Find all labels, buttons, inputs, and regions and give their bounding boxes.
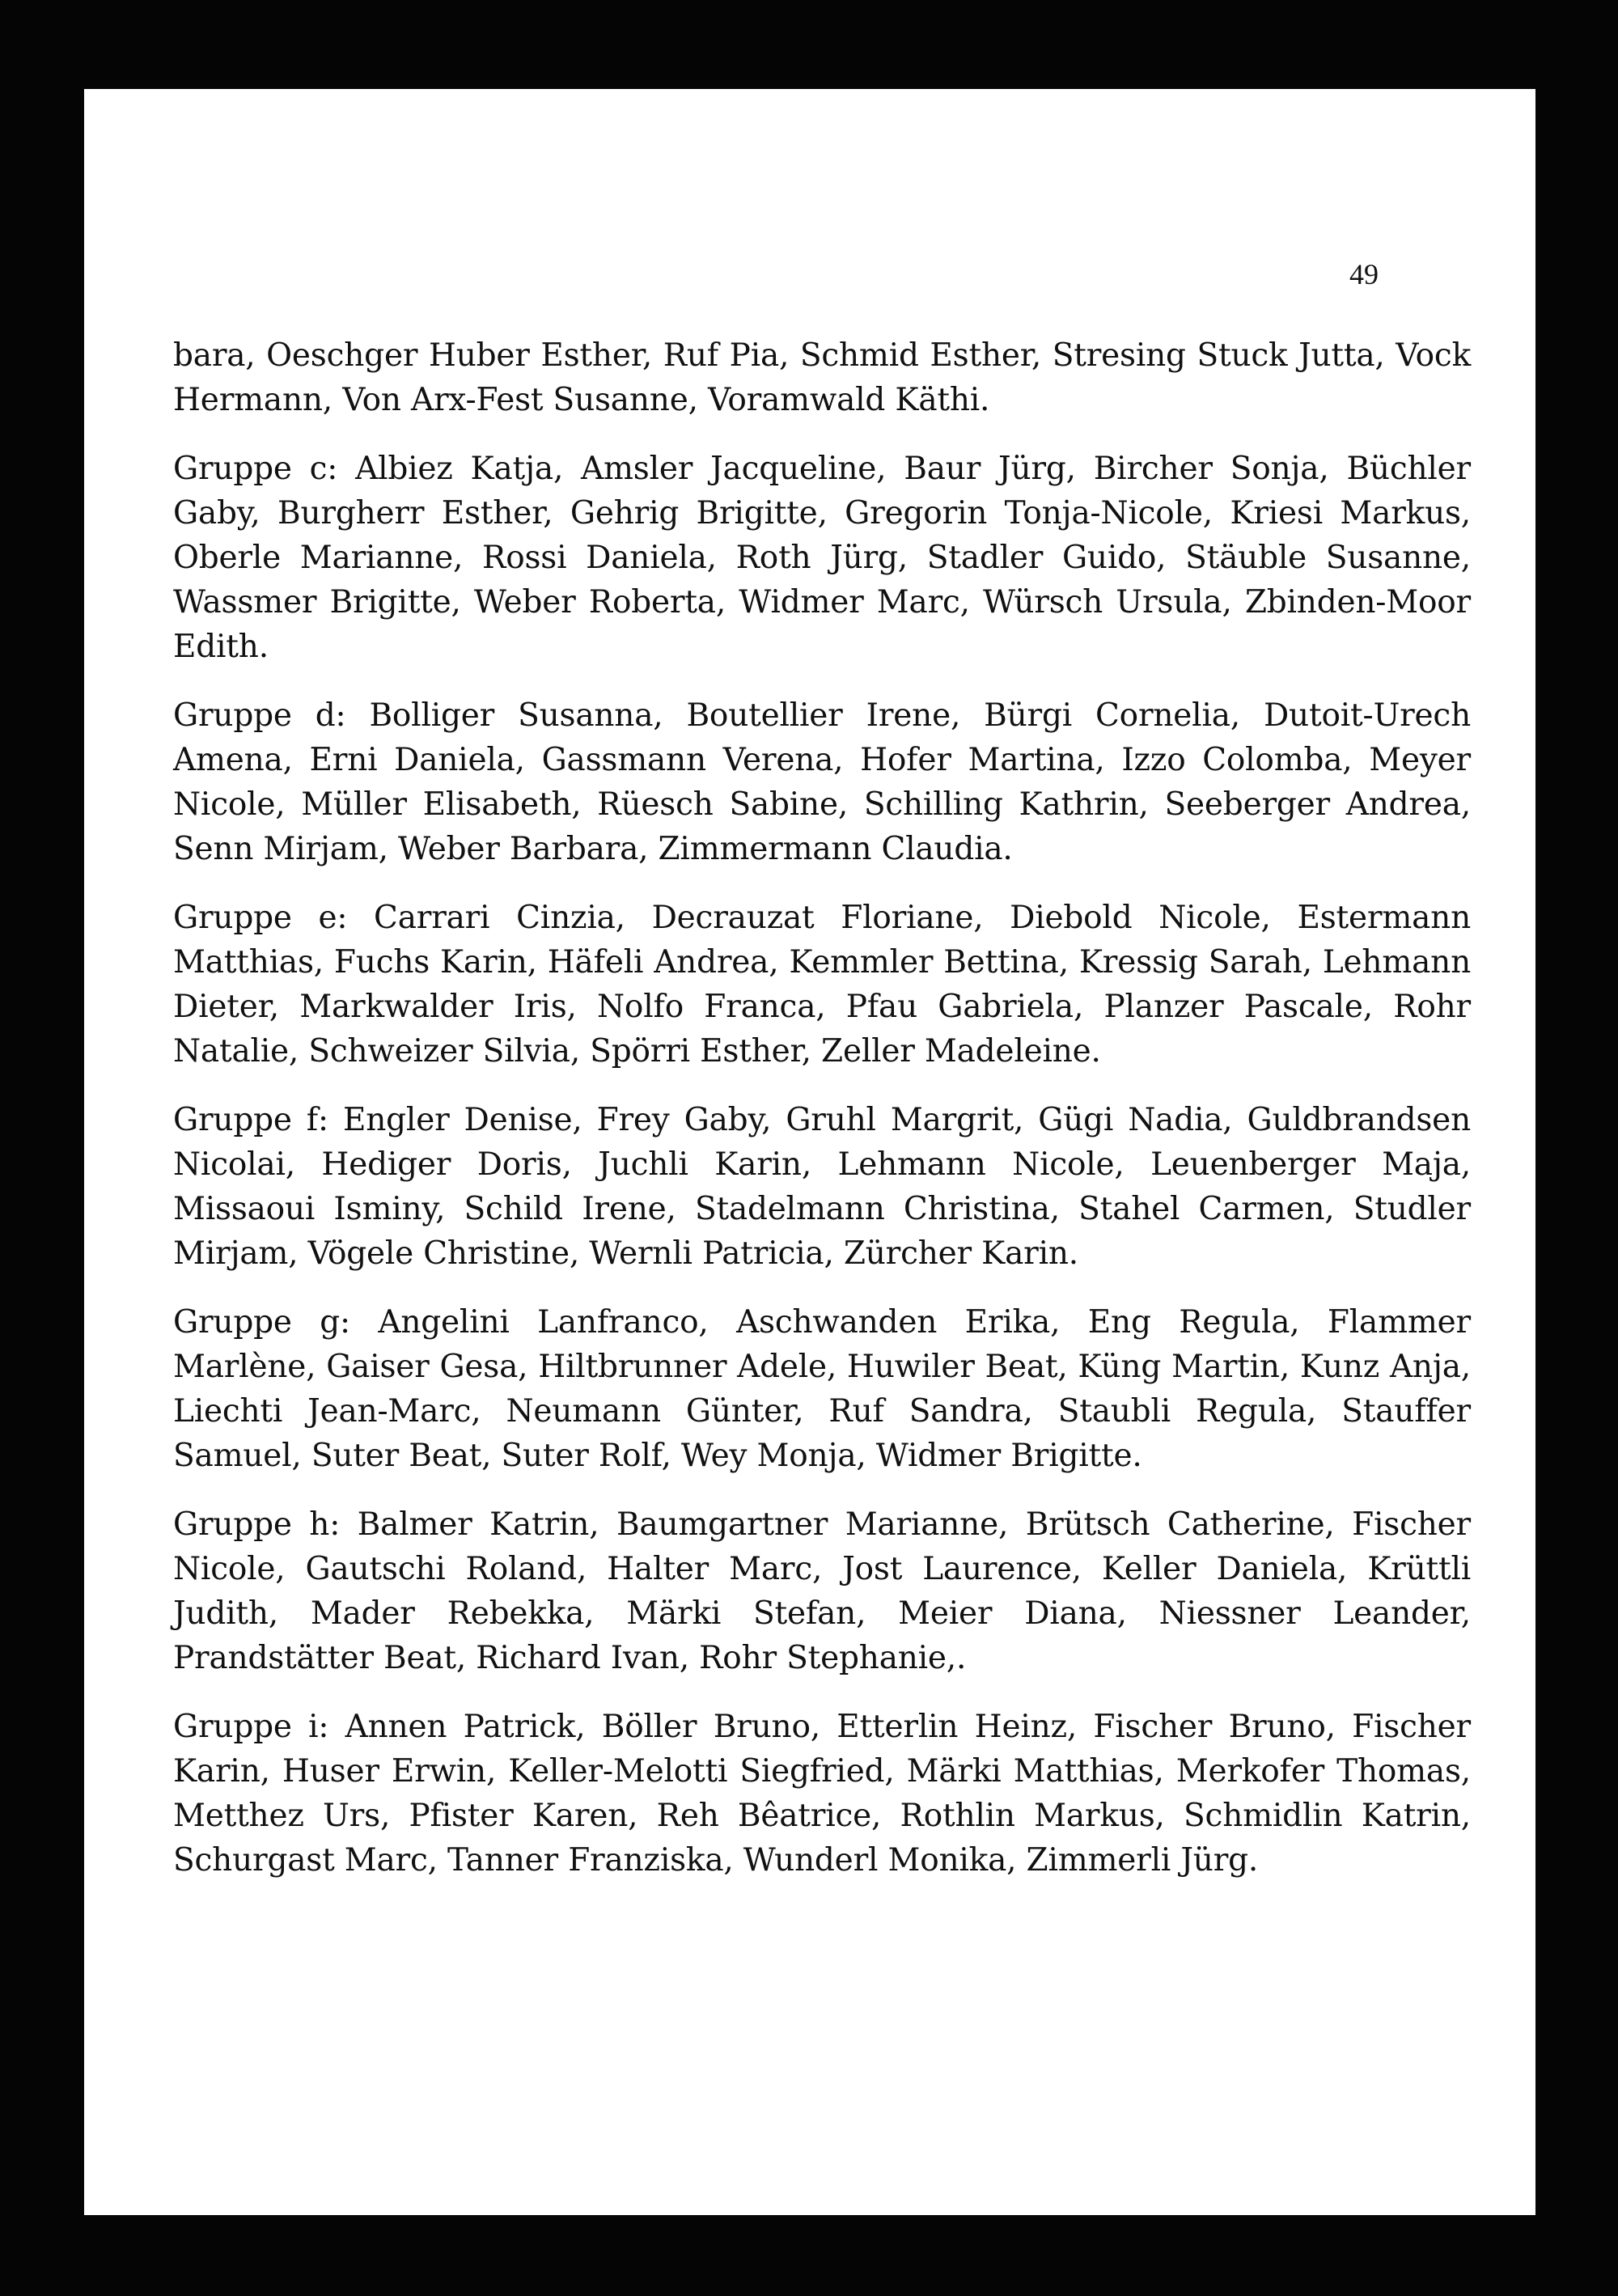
participant-list <box>173 333 1471 1907</box>
paragraph-gruppe-g: Gruppe g: Angelini Lanfranco, Aschwanden Erika, Eng Regula, Flammer Marlène, Gaiser Gesa, Hiltbrunner Adele, Huwiler Beat, Küng Martin, Kunz Anja, Liechti Jean-Marc, Neumann Günter, Ruf Sandra, Staubli Regula, Stauffer Samuel, Suter Beat, Suter Rolf, Wey Monja, Widmer Brigitte. <box>173 1304 1471 1474</box>
paragraph-gruppe-h: Gruppe h: Balmer Katrin, Baumgartner Marianne, Brütsch Catherine, Fischer Nicole, Gautschi Roland, Halter Marc, Jost Laurence, Keller Daniela, Krüttli Judith, Mader Rebekka, Märki Stefan, Meier Diana, Niessner Leander, Prandstätter Beat, Richard Ivan, Rohr Stephanie,. <box>173 1506 1471 1676</box>
paragraph-gruppe-i: Gruppe i: Annen Patrick, Böller Bruno, Etterlin Heinz, Fischer Bruno, Fischer Karin, Huser Erwin, Keller-Melotti Siegfried, Märki Matthias, Merkofer Thomas, Metthez Urs, Pfister Karen, Reh Bêatrice, Rothlin Markus, Schmidlin Katrin, Schurgast Marc, Tanner Franziska, Wunderl Monika, Zimmerli Jürg. <box>173 1709 1471 1879</box>
paragraph-gruppe-d: Gruppe d: Bolliger Susanna, Boutellier Irene, Bürgi Cornelia, Dutoit-Urech Amena, Erni Daniela, Gassmann Verena, Hofer Martina, Izzo Colomba, Meyer Nicole, Müller Elisabeth, Rüesch Sabine, Schilling Kathrin, Seeberger Andrea, Senn Mirjam, Weber Barbara, Zimmermann Claudia. <box>173 697 1471 867</box>
paragraph-continuation: bara, Oeschger Huber Esther, Ruf Pia, Schmid Esther, Stresing Stuck Jutta, Vock Hermann, Von Arx-Fest Susanne, Voramwald Käthi. <box>173 337 1471 418</box>
paragraph-gruppe-f: Gruppe f: Engler Denise, Frey Gaby, Gruhl Margrit, Gügi Nadia, Guldbrandsen Nicolai, Hediger Doris, Juchli Karin, Lehmann Nicole, Leuenberger Maja, Missaoui Isminy, Schild Irene, Stadelmann Christina, Stahel Carmen, Studler Mirjam, Vögele Christine, Wernli Patricia, Zürcher Karin. <box>173 1102 1471 1272</box>
page-number: 49 <box>1349 258 1379 290</box>
document-page <box>84 89 1535 2215</box>
paragraph-gruppe-e: Gruppe e: Carrari Cinzia, Decrauzat Floriane, Diebold Nicole, Estermann Matthias, Fuchs Karin, Häfeli Andrea, Kemmler Bettina, Kressig Sarah, Lehmann Dieter, Markwalder Iris, Nolfo Franca, Pfau Gabriela, Planzer Pascale, Rohr Natalie, Schweizer Silvia, Spörri Esther, Zeller Madeleine. <box>173 900 1471 1070</box>
paragraph-gruppe-c: Gruppe c: Albiez Katja, Amsler Jacqueline, Baur Jürg, Bircher Sonja, Büchler Gaby, Burgherr Esther, Gehrig Brigitte, Gregorin Tonja-Nicole, Kriesi Markus, Oberle Marianne, Rossi Daniela, Roth Jürg, Stadler Guido, Stäuble Susanne, Wassmer Brigitte, Weber Roberta, Widmer Marc, Würsch Ursula, Zbinden-Moor Edith. <box>173 451 1471 665</box>
